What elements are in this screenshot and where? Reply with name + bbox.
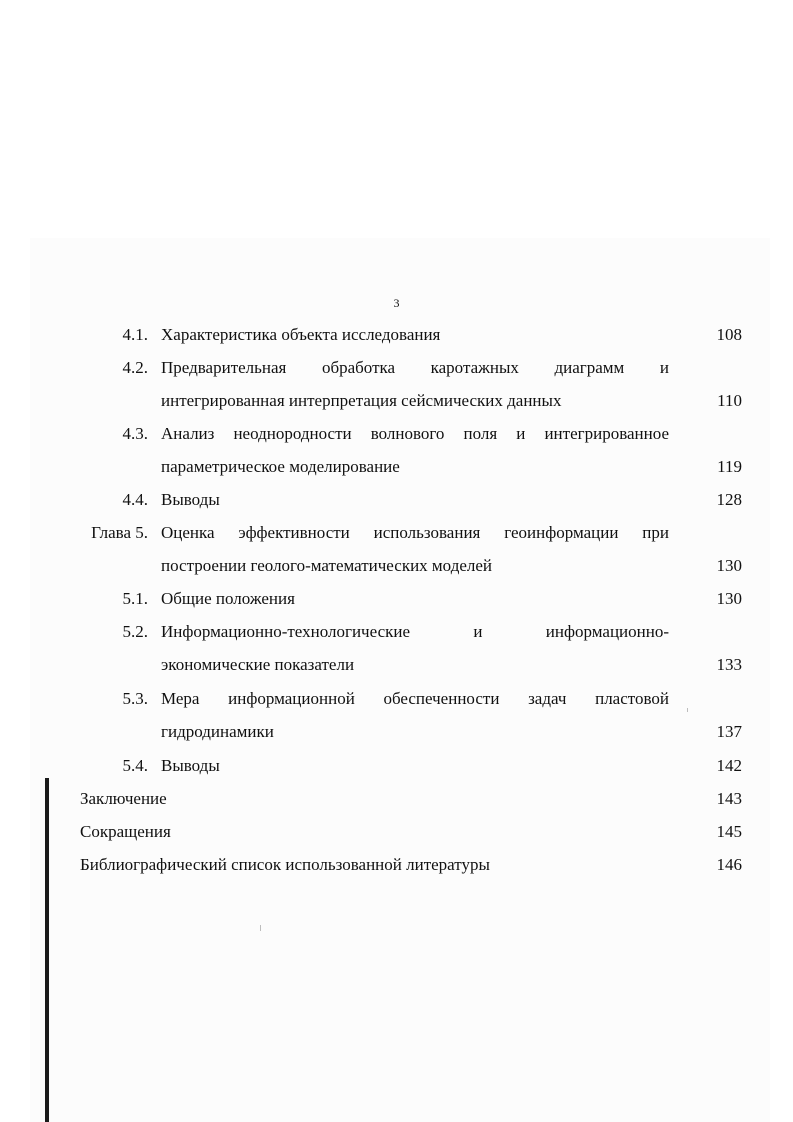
toc-entry-title: Предварительная обработка каротажных диаграмм и [161,358,669,377]
toc-entry-number: 4.3. [122,424,148,443]
toc-chapter-title-cont: построении геолого-математических моделей [161,556,493,575]
toc-entry-title: Выводы [161,490,220,509]
toc-entry-page: 143 [716,789,742,808]
toc-entry-page: 142 [716,756,742,775]
toc-entry-title: Заключение [80,789,167,808]
toc-entry-title-cont: экономические показатели [161,655,355,674]
toc-entry-title-cont: параметрическое моделирование [161,457,400,476]
page-number: 3 [393,296,400,310]
toc-entry-number: 4.2. [122,358,148,377]
toc-entry-number: 5.1. [122,589,148,608]
toc-entry-page: 130 [716,589,742,608]
toc-entry-page: 137 [716,722,742,741]
toc-entry-title-cont: гидродинамики [161,722,274,741]
toc-chapter-number: Глава 5. [91,523,148,542]
toc-entry-page: 128 [716,490,742,509]
toc-entry-title: Мера информационной обеспеченности задач пластовой [161,689,669,708]
toc-entry-title: Библиографический список использованной литературы [80,855,490,874]
toc-entry-page: 146 [716,855,742,874]
toc-entry-title: Выводы [161,756,220,775]
toc-entry-title: Анализ неоднородности волнового поля и интегрированное [161,424,669,443]
toc-entry-number: 4.4. [122,490,148,509]
scan-speck [687,708,688,712]
toc-entry-page: 110 [717,391,742,410]
toc-entry-number: 5.4. [122,756,148,775]
toc-entry-page: 119 [717,457,742,476]
toc-entry-page: 133 [716,655,742,674]
toc-entry-title: Характеристика объекта исследования [161,325,441,344]
scan-margin-bar [45,778,49,1122]
toc-entry-page: 145 [716,822,742,841]
toc-chapter-title: Оценка эффективности использования геоинформации при [161,523,669,542]
toc-entry-title: Общие положения [161,589,295,608]
toc-entry-title-cont: интегрированная интерпретация сейсмических данных [161,391,562,410]
toc-entry-number: 5.3. [122,689,148,708]
toc-entry-number: 5.2. [122,622,148,641]
toc-entry-number: 4.1. [122,325,148,344]
toc-entry-page: 108 [716,325,742,344]
toc-entry-page: 130 [716,556,742,575]
scan-speck [260,925,261,931]
toc-entry-title: Информационно-технологические и информационно- [161,622,669,641]
toc-entry-title: Сокращения [80,822,171,841]
